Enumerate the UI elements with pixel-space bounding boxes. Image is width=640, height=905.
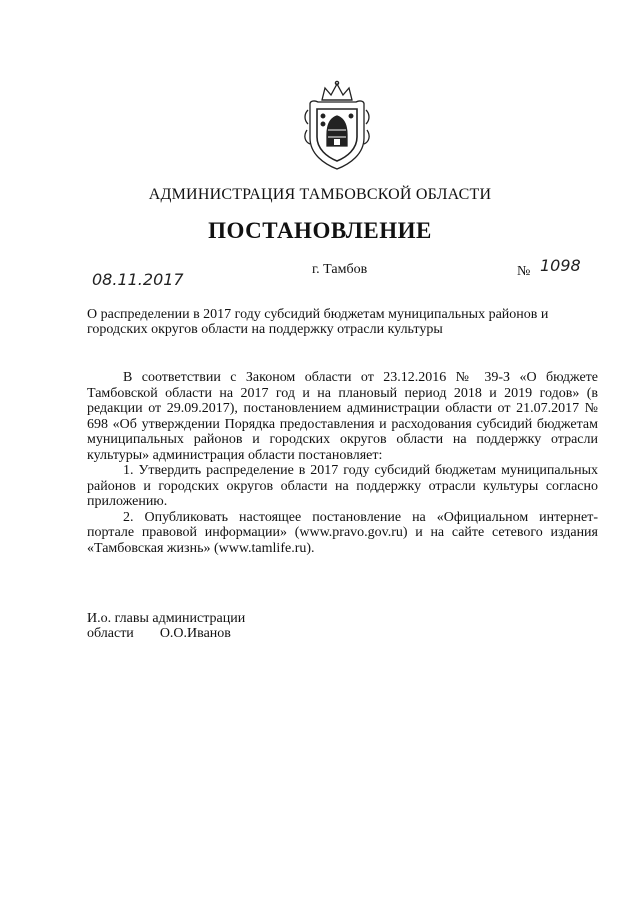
organization-name: АДМИНИСТРАЦИЯ ТАМБОВСКОЙ ОБЛАСТИ: [148, 186, 492, 203]
document-body: [87, 370, 598, 556]
number-label: №: [517, 264, 531, 279]
signatory-name: О.О.Иванов: [159, 626, 231, 641]
item-1-paragraph: 1. Утвердить распределение в 2017 году субсидий бюджетам муниципальных районов и городских округов области на поддержку отрасли культуры согласно приложению.: [87, 463, 598, 509]
signature-block: [87, 611, 245, 641]
item-2-paragraph: 2. Опубликовать настоящее постановление на «Официальном интернет-портале правовой информации» (www.pravo.gov.ru) и на сайте сетевого издания «Тамбовская жизнь» (www.tamlife.ru).: [87, 509, 598, 556]
preamble-paragraph: В соответствии с Законом области от 23.12.2016 № 39-З «О бюджете Тамбовской области на 2017 год и на плановый период 2018 и 2019 годов» (в редакции от 29.09.2017), постановлением администрации области от 21.07.2017 № 698 «Об утверждении Порядка предоставления и расходования субсидий бюджетам муниципальных районов и городских округов области на поддержку отрасли культуры» администрация области постановляет:: [87, 370, 598, 463]
document-type: ПОСТАНОВЛЕНИЕ: [208, 218, 432, 243]
document-subject: О распределении в 2017 году субсидий бюджетам муниципальных районов и городских округов области на поддержку отрасли культуры: [87, 307, 549, 337]
document-date: 08.11.2017: [92, 270, 184, 289]
document-city: г. Тамбов: [312, 262, 368, 277]
signatory-title-line2: области: [87, 626, 134, 641]
document-number: 1098: [540, 256, 581, 275]
signatory-title: И.о. главы администрации: [87, 611, 246, 626]
coat-of-arms-icon: [300, 80, 374, 172]
